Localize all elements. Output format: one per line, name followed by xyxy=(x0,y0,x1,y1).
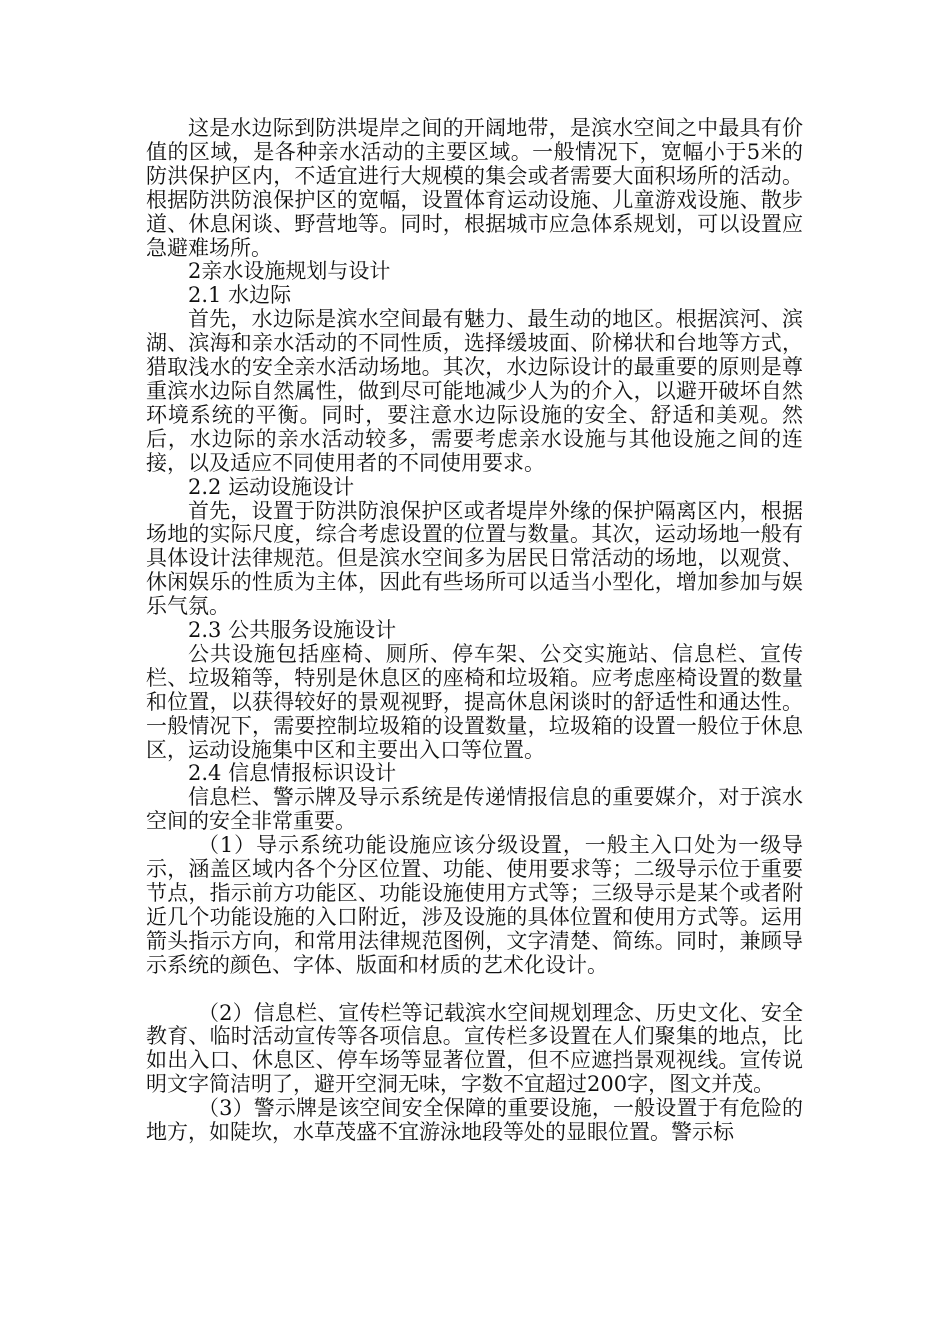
section-heading-2-4: 2.4 信息情报标识设计 xyxy=(188,761,397,786)
paragraph-information-intro: 信息栏、警示牌及导示系统是传递情报信息的重要媒介，对于滨水空间的安全非常重要。 xyxy=(146,785,803,834)
paragraph-intro: 这是水边际到防洪堤岸之间的开阔地带，是滨水空间之中最具有价值的区域，是各种亲水活动的主要区域。一般情况下，宽幅小于5米的防洪保护区内，不适宜进行大规模的集会或者需要大面积场所的活动。根据防洪防浪保护区的宽幅，设置体育运动设施、儿童游戏设施、散步道、休息闲谈、野营地等。同时，根据城市应急体系规划，可以设置应急避难场所。 xyxy=(146,116,803,260)
section-heading-2-1: 2.1 水边际 xyxy=(188,283,292,308)
section-heading-2-3: 2.3 公共服务设施设计 xyxy=(188,618,397,643)
paragraph-sports-facilities: 首先，设置于防洪防浪保护区或者堤岸外缘的保护隔离区内，根据场地的实际尺度，综合考虑设置的位置与数量。其次，运动场地一般有具体设计法律规范。但是滨水空间多为居民日常活动的场地，以观赏、休闲娱乐的性质为主体，因此有些场所可以适当小型化，增加参加与娱乐气氛。 xyxy=(146,498,803,619)
list-item-warning-signs: （3）警示牌是该空间安全保障的重要设施，一般设置于有危险的地方，如陡坎，水草茂盛不宜游泳地段等处的显眼位置。警示标 xyxy=(146,1096,803,1145)
list-item-guidance-system: （1）导示系统功能设施应该分级设置，一般主入口处为一级导示，涵盖区域内各个分区位置、功能、使用要求等；二级导示位于重要节点，指示前方功能区、功能设施使用方式等；三级导示是某个或者附近几个功能设施的入口附近，涉及设施的具体位置和使用方式等。运用箭头指示方向，和常用法律规范图例，文字清楚、简练。同时，兼顾导示系统的颜色、字体、版面和材质的艺术化设计。 xyxy=(146,833,803,977)
list-item-bulletin-boards: （2）信息栏、宣传栏等记载滨水空间规划理念、历史文化、安全教育、临时活动宣传等各项信息。宣传栏多设置在人们聚集的地点，比如出入口、休息区、停车场等显著位置，但不应遮挡景观视线。宣传说明文字简洁明了，避开空洞无味，字数不宜超过200字，图文并茂。 xyxy=(146,1000,803,1097)
section-heading-2-2: 2.2 运动设施设计 xyxy=(188,474,355,499)
document-body xyxy=(146,117,803,1145)
paragraph-water-edge: 首先，水边际是滨水空间最有魅力、最生动的地区。根据滨河、滨湖、滨海和亲水活动的不同性质，选择缓坡面、阶梯状和台地等方式，猎取浅水的安全亲水活动场地。其次，水边际设计的最重要的原则是尊重滨水边际自然属性，做到尽可能地减少人为的介入，以避开破坏自然环境系统的平衡。同时，要注意水边际设施的安全、舒适和美观。然后，水边际的亲水活动较多，需要考虑亲水设施与其他设施之间的连接，以及适应不同使用者的不同使用要求。 xyxy=(146,307,803,475)
section-heading-2: 2亲水设施规划与设计 xyxy=(188,259,391,284)
paragraph-spacer xyxy=(146,978,803,1002)
paragraph-public-services: 公共设施包括座椅、厕所、停车架、公交实施站、信息栏、宣传栏、垃圾箱等，特别是休息区的座椅和垃圾箱。应考虑座椅设置的数量和位置，以获得较好的景观视野，提高休息闲谈时的舒适性和通达性。一般情况下，需要控制垃圾箱的设置数量，垃圾箱的设置一般位于休息区，运动设施集中区和主要出入口等位置。 xyxy=(146,641,803,762)
